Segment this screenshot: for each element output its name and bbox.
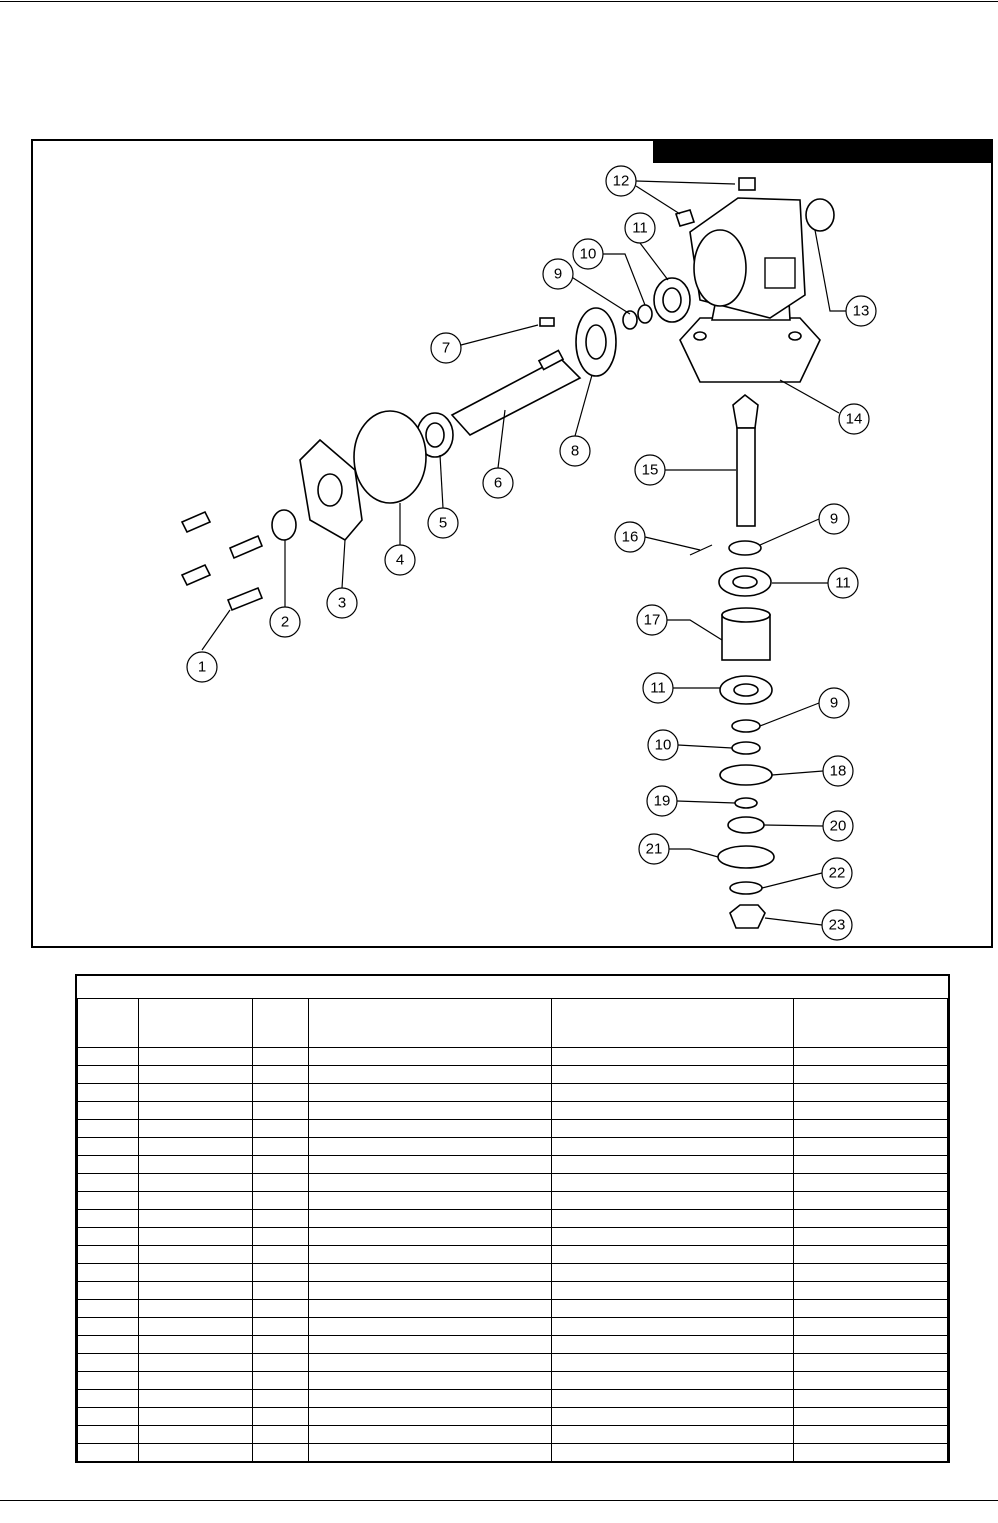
callout-20-label: 20	[829, 817, 847, 835]
table-cell	[139, 1390, 253, 1408]
gearbox-cap	[806, 199, 834, 231]
bearing-upper	[654, 278, 690, 322]
table-cell	[794, 1210, 948, 1228]
col-header-3	[253, 999, 309, 1048]
table-cell	[794, 1138, 948, 1156]
table-cell	[139, 1282, 253, 1300]
table-cell	[253, 1210, 309, 1228]
table-cell	[794, 1426, 948, 1444]
callout-23-label: 23	[828, 916, 846, 934]
key	[540, 318, 554, 326]
table-title-row	[78, 976, 948, 999]
input-flange	[300, 440, 362, 540]
table-cell	[309, 1246, 552, 1264]
callout-11-mid-label: 11	[835, 574, 851, 592]
table-cell	[139, 1444, 253, 1462]
table-row	[78, 1426, 948, 1444]
table-cell	[552, 1156, 794, 1174]
table-cell	[78, 1336, 139, 1354]
table-row	[78, 1264, 948, 1282]
table-cell	[794, 1174, 948, 1192]
callout-12	[606, 166, 735, 214]
table-cell	[552, 1228, 794, 1246]
table-cell	[253, 1102, 309, 1120]
callout-21-label: 21	[645, 840, 663, 858]
table-row	[78, 1102, 948, 1120]
callout-5-label: 5	[438, 514, 448, 532]
col-header-4	[309, 999, 552, 1048]
table-cell	[78, 1192, 139, 1210]
table-cell	[552, 1138, 794, 1156]
table-cell	[253, 1048, 309, 1066]
table-cell	[552, 1444, 794, 1462]
callout-15	[635, 455, 736, 485]
callout-8-label: 8	[570, 442, 580, 460]
table-cell	[309, 1084, 552, 1102]
table-cell	[794, 1318, 948, 1336]
table-cell	[253, 1300, 309, 1318]
col-header-5	[552, 999, 794, 1048]
table-title	[78, 976, 948, 999]
table-cell	[253, 1426, 309, 1444]
callout-5	[428, 455, 458, 538]
table-row	[78, 1066, 948, 1084]
table-cell	[78, 1408, 139, 1426]
table-cell	[309, 1390, 552, 1408]
table-cell	[794, 1120, 948, 1138]
callout-11-top-label: 11	[632, 219, 648, 237]
gasket	[354, 411, 426, 503]
callout-2	[270, 540, 300, 637]
table-row	[78, 1156, 948, 1174]
table-cell	[139, 1066, 253, 1084]
table-row	[78, 1444, 948, 1462]
table-cell	[253, 1084, 309, 1102]
table-cell	[794, 1048, 948, 1066]
table-cell	[253, 1282, 309, 1300]
table-cell	[309, 1318, 552, 1336]
callout-13-label: 13	[852, 302, 870, 320]
callout-11-mid	[772, 568, 858, 598]
table-cell	[309, 1444, 552, 1462]
table-cell	[552, 1372, 794, 1390]
input-shaft	[452, 350, 580, 435]
table-cell	[78, 1282, 139, 1300]
table-cell	[253, 1318, 309, 1336]
table-cell	[253, 1120, 309, 1138]
table-row	[78, 1390, 948, 1408]
table-cell	[794, 1246, 948, 1264]
bottom-rule	[0, 1500, 998, 1501]
table-cell	[78, 1120, 139, 1138]
table-cell	[794, 1228, 948, 1246]
callout-2-label: 2	[280, 613, 290, 631]
table-cell	[552, 1066, 794, 1084]
table-row	[78, 1192, 948, 1210]
callout-3-label: 3	[337, 594, 347, 612]
callout-1	[187, 610, 230, 682]
lower-assembly	[718, 541, 774, 928]
table-cell	[139, 1408, 253, 1426]
table-cell	[253, 1246, 309, 1264]
callout-15-label: 15	[641, 461, 659, 479]
table-cell	[139, 1210, 253, 1228]
callout-20	[764, 811, 853, 841]
table-cell	[552, 1282, 794, 1300]
table-row	[78, 1282, 948, 1300]
table-cell	[139, 1174, 253, 1192]
table-cell	[552, 1318, 794, 1336]
table-cell	[794, 1066, 948, 1084]
callout-9-top-label: 9	[553, 265, 563, 283]
table-cell	[309, 1156, 552, 1174]
table-cell	[309, 1408, 552, 1426]
table-cell	[139, 1300, 253, 1318]
callout-11-low-label: 11	[650, 679, 666, 697]
callout-16-label: 16	[621, 528, 639, 546]
table-cell	[78, 1426, 139, 1444]
callout-10-low-label: 10	[654, 736, 672, 754]
table-cell	[309, 1048, 552, 1066]
table-cell	[139, 1318, 253, 1336]
seal	[272, 510, 296, 540]
table-cell	[139, 1426, 253, 1444]
table-cell	[552, 1246, 794, 1264]
table-cell	[794, 1336, 948, 1354]
table-cell	[139, 1156, 253, 1174]
table-row	[78, 1120, 948, 1138]
table-cell	[794, 1444, 948, 1462]
table-cell	[78, 1444, 139, 1462]
table-cell	[253, 1174, 309, 1192]
table-row	[78, 1210, 948, 1228]
callout-10-top	[573, 239, 645, 305]
table-cell	[794, 1354, 948, 1372]
callout-18-label: 18	[829, 762, 847, 780]
table-cell	[309, 1228, 552, 1246]
table-cell	[794, 1282, 948, 1300]
table-cell	[253, 1228, 309, 1246]
col-header-6	[794, 999, 948, 1048]
table-row	[78, 1408, 948, 1426]
table-cell	[253, 1354, 309, 1372]
callout-22-label: 22	[828, 864, 846, 882]
table-cell	[139, 1084, 253, 1102]
table-cell	[552, 1102, 794, 1120]
table-cell	[78, 1084, 139, 1102]
table-cell	[309, 1138, 552, 1156]
col-header-1	[78, 999, 139, 1048]
table-row	[78, 1228, 948, 1246]
table-cell	[552, 1408, 794, 1426]
table-cell	[253, 1138, 309, 1156]
table-cell	[139, 1228, 253, 1246]
output-shaft	[733, 395, 758, 526]
table-cell	[78, 1228, 139, 1246]
callout-19-label: 19	[653, 792, 671, 810]
callout-7-label: 7	[441, 339, 451, 357]
table-row	[78, 1138, 948, 1156]
table-cell	[552, 1174, 794, 1192]
callout-17-label: 17	[643, 611, 661, 629]
table-header-row	[78, 999, 948, 1048]
table-cell	[253, 1264, 309, 1282]
table-row	[78, 1246, 948, 1264]
callout-14	[780, 380, 869, 434]
table-cell	[552, 1084, 794, 1102]
parts-list-table	[75, 974, 950, 1463]
table-cell	[552, 1426, 794, 1444]
table-cell	[253, 1336, 309, 1354]
callout-10-low	[648, 730, 732, 760]
table-cell	[78, 1372, 139, 1390]
table-cell	[253, 1444, 309, 1462]
table-cell	[309, 1120, 552, 1138]
table-cell	[253, 1192, 309, 1210]
callout-3	[327, 540, 357, 618]
table-cell	[139, 1138, 253, 1156]
table-cell	[139, 1372, 253, 1390]
table-cell	[78, 1246, 139, 1264]
table-cell	[309, 1300, 552, 1318]
cotter-pin	[690, 545, 712, 555]
callout-7	[431, 325, 538, 363]
callout-9-mid-label: 9	[829, 510, 839, 528]
table-cell	[794, 1390, 948, 1408]
table-row	[78, 1318, 948, 1336]
table-cell	[78, 1318, 139, 1336]
table-row	[78, 1084, 948, 1102]
table-cell	[253, 1066, 309, 1084]
callout-23	[765, 910, 852, 940]
table-cell	[78, 1174, 139, 1192]
table-cell	[139, 1354, 253, 1372]
table-cell	[253, 1390, 309, 1408]
table-cell	[794, 1156, 948, 1174]
table-row	[78, 1372, 948, 1390]
table-cell	[794, 1102, 948, 1120]
table-cell	[78, 1390, 139, 1408]
table-cell	[552, 1048, 794, 1066]
table-cell	[309, 1372, 552, 1390]
table-cell	[139, 1264, 253, 1282]
callout-18	[772, 756, 853, 786]
table-cell	[552, 1390, 794, 1408]
callout-16	[615, 522, 700, 552]
table-cell	[309, 1066, 552, 1084]
table-cell	[139, 1246, 253, 1264]
callout-4-label: 4	[395, 551, 405, 569]
callout-4	[385, 503, 415, 575]
callout-11-low	[643, 673, 720, 703]
table-cell	[794, 1192, 948, 1210]
table-cell	[794, 1408, 948, 1426]
bolts	[182, 512, 262, 610]
table-cell	[309, 1192, 552, 1210]
table-cell	[139, 1336, 253, 1354]
table-cell	[78, 1264, 139, 1282]
table-cell	[794, 1264, 948, 1282]
table-cell	[309, 1102, 552, 1120]
callout-12-label: 12	[612, 172, 630, 190]
table-cell	[78, 1138, 139, 1156]
callout-9-low	[760, 688, 849, 726]
callout-17	[637, 605, 722, 640]
table-cell	[78, 1102, 139, 1120]
table-cell	[309, 1354, 552, 1372]
table-cell	[552, 1120, 794, 1138]
table-cell	[309, 1264, 552, 1282]
table-cell	[309, 1210, 552, 1228]
gearbox-housing	[680, 198, 820, 382]
callout-10-top-label: 10	[579, 245, 597, 263]
table-row	[78, 1336, 948, 1354]
table-cell	[794, 1300, 948, 1318]
table-cell	[78, 1066, 139, 1084]
table-cell	[78, 1156, 139, 1174]
table-cell	[552, 1300, 794, 1318]
callout-14-label: 14	[845, 410, 863, 428]
table-cell	[139, 1048, 253, 1066]
table-cell	[139, 1120, 253, 1138]
table-cell	[253, 1408, 309, 1426]
table-cell	[794, 1084, 948, 1102]
table-cell	[309, 1174, 552, 1192]
table-cell	[552, 1264, 794, 1282]
table-cell	[309, 1282, 552, 1300]
table-cell	[309, 1426, 552, 1444]
bevel-gear	[576, 308, 616, 376]
callout-13	[815, 230, 876, 326]
table-cell	[253, 1372, 309, 1390]
table-cell	[139, 1192, 253, 1210]
table-cell	[78, 1048, 139, 1066]
table-cell	[794, 1372, 948, 1390]
table-cell	[78, 1300, 139, 1318]
callout-1-label: 1	[197, 658, 207, 676]
table-cell	[253, 1156, 309, 1174]
table-row	[78, 1048, 948, 1066]
col-header-2	[139, 999, 253, 1048]
table-cell	[139, 1102, 253, 1120]
table-row	[78, 1354, 948, 1372]
callout-9-low-label: 9	[829, 694, 839, 712]
table-cell	[78, 1210, 139, 1228]
table-cell	[552, 1210, 794, 1228]
callout-6-label: 6	[493, 474, 503, 492]
table-row	[78, 1174, 948, 1192]
callout-22	[762, 858, 852, 888]
table-row	[78, 1300, 948, 1318]
table-cell	[552, 1336, 794, 1354]
callout-19	[647, 786, 735, 816]
callout-21	[639, 834, 718, 864]
table-cell	[78, 1354, 139, 1372]
table-cell	[552, 1354, 794, 1372]
callout-9-mid	[760, 504, 849, 545]
callout-8	[560, 375, 592, 466]
table-cell	[552, 1192, 794, 1210]
table-cell	[309, 1336, 552, 1354]
